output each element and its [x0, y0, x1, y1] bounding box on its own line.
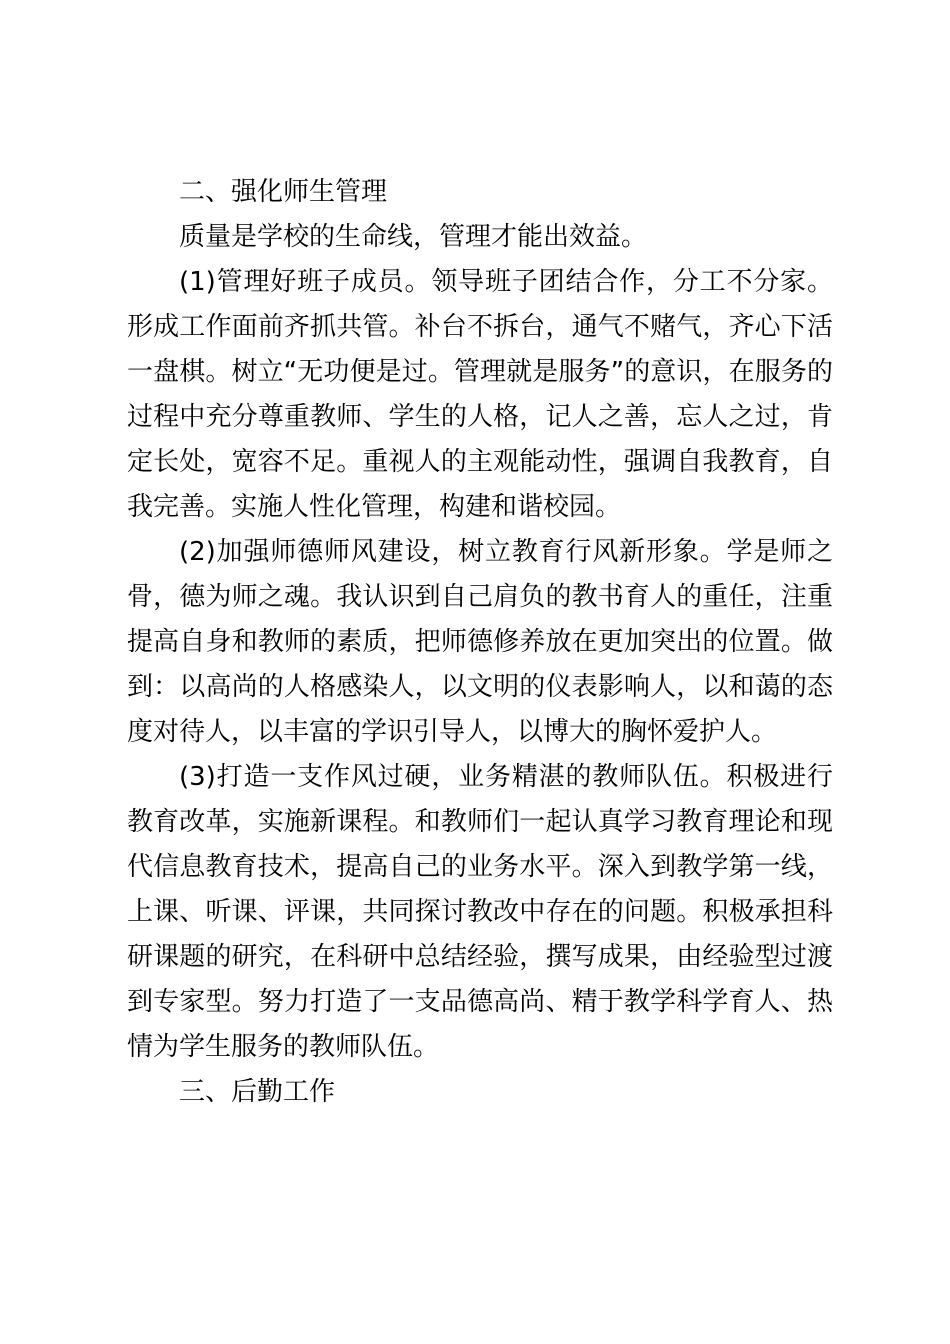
document-body [127, 170, 833, 1115]
paragraph-3: (3)打造一支作风过硬，业务精湛的教师队伍。积极进行教育改革，实施新课程。和教师们一起认真学习教育理论和现代信息教育技术，提高自己的业务水平。深入到教学第一线，上课、听课、评课，共同探讨教改中存在的问题。积极承担科研课题的研究，在科研中总结经验，撰写成果，由经验型过渡到专家型。努力打造了一支品德高尚、精于教学科学育人、热情为学生服务的教师队伍。 [127, 762, 833, 1062]
paragraph-2: (2)加强师德师风建设，树立教育行风新形象。学是师之骨，德为师之魂。我认识到自己肩负的教书育人的重任，注重提高自身和教师的素质，把师德修养放在更加突出的位置。做到：以高尚的人格感染人，以文明的仪表影响人，以和蔼的态度对待人，以丰富的学识引导人，以博大的胸怀爱护人。 [127, 537, 833, 747]
paragraph-1: (1)管理好班子成员。领导班子团结合作，分工不分家。形成工作面前齐抓共管。补台不拆台，通气不赌气，齐心下活一盘棋。树立“无功便是过。管理就是服务”的意识，在服务的过程中充分尊重教师、学生的人格，记人之善，忘人之过，肯定长处，宽容不足。重视人的主观能动性，强调自我教育，自我完善。实施人性化管理，构建和谐校园。 [127, 267, 833, 522]
section-heading-3: 三、后勤工作 [179, 1077, 336, 1107]
intro-paragraph: 质量是学校的生命线，管理才能出效益。 [179, 222, 648, 252]
section-heading-2: 二、强化师生管理 [179, 177, 388, 207]
